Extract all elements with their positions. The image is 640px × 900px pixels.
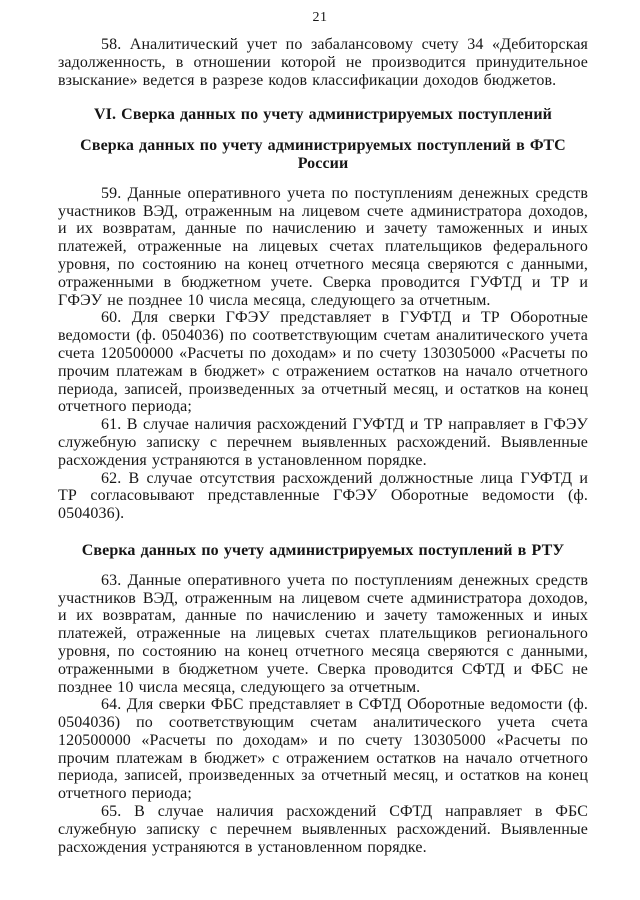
paragraph-62: 62. В случае отсутствия расхождений должностные лица ГУФТД и ТР согласовывают представленные ГФЭУ Оборотные ведомости (ф. 0504036). (58, 469, 588, 523)
paragraph-59: 59. Данные оперативного учета по поступлениям денежных средств участников ВЭД, отраженным на лицевом счете администратора доходов, и их возвратам, данные по начислению и зачету таможенных и иных платежей, отраженные на лицевых счетах плательщиков федерального уровня, по состоянию на конец отчетного месяца сверяются с данными, отраженными в бюджетном учете. Сверка проводится ГУФТД и ТР и ГФЭУ не позднее 10 числа месяца, следующего за отчетным. (58, 184, 588, 309)
subsection-heading-rtu: Сверка данных по учету администрируемых поступлений в РТУ (81, 541, 565, 559)
page-number: 21 (312, 10, 328, 25)
paragraph-63: 63. Данные оперативного учета по поступлениям денежных средств участников ВЭД, отраженным на лицевом счете администратора доходов, и их возвратам, данные по начислению и зачету таможенных и иных платежей, отраженные на лицевых счетах плательщиков регионального уровня, по состоянию на конец отчетного месяца сверяются с данными, отраженными в бюджетном учете. Сверка проводится СФТД и ФБС не позднее 10 числа месяца, следующего за отчетным. (58, 571, 588, 696)
subsection-heading-fts-russia: Сверка данных по учету администрируемых поступлений в ФТС России (80, 137, 566, 172)
paragraph-61: 61. В случае наличия расхождений ГУФТД и ТР направляет в ГФЭУ служебную записку с перечнем выявленных расхождений. Выявленные расхождения устраняются в установленном порядке. (58, 416, 588, 469)
paragraph-58: 58. Аналитический учет по забалансовому счету 34 «Дебиторская задолженность, в отношении которой не производится принудительное взыскание» ведется в разрезе кодов классификации доходов бюджетов. (58, 36, 588, 89)
paragraph-65: 65. В случае наличия расхождений СФТД направляет в ФБС служебную записку с перечнем выявленных расхождений. Выявленные расхождения устраняются в установленном порядке. (58, 803, 588, 856)
paragraph-64: 64. Для сверки ФБС представляет в СФТД Оборотные ведомости (ф. 0504036) по соответствующим счетам аналитического учета счета 120500000 «Расчеты по доходам» и по счету 130305000 «Расчеты по прочим платежам в бюджет» с отражением остатков на начало отчетного периода, записей, произведенных за отчетный месяц, и остатков на конец отчетного периода; (58, 696, 588, 803)
document-body (58, 36, 588, 856)
section-heading-vi: VI. Сверка данных по учету администрируемых поступлений (94, 106, 552, 124)
paragraph-60: 60. Для сверки ГФЭУ представляет в ГУФТД и ТР Оборотные ведомости (ф. 0504036) по соответствующим счетам аналитического учета счета 120500000 «Расчеты по доходам» и по счету 130305000 «Расчеты по прочим платежам в бюджет» с отражением остатков на начало отчетного периода, записей, произведенных за отчетный месяц, и остатков на конец отчетного периода; (58, 309, 588, 416)
